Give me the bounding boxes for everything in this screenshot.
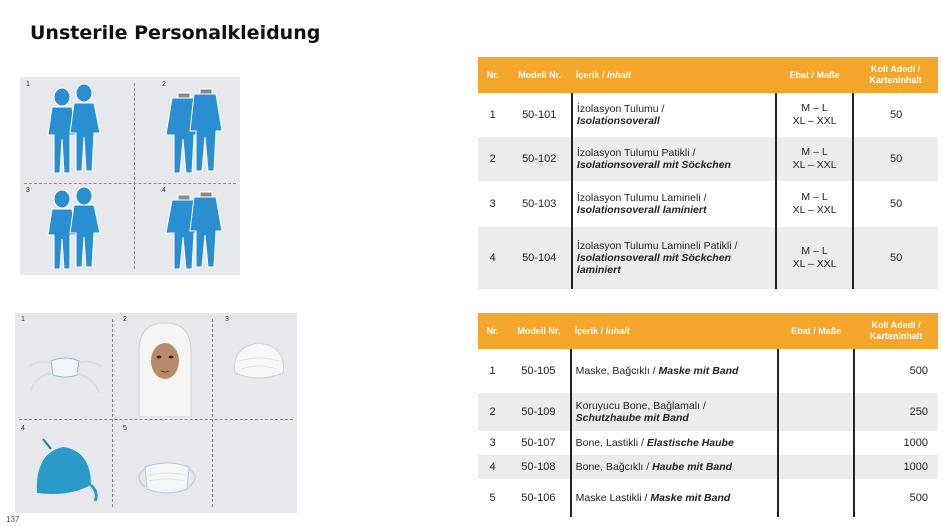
overalls-image-panel xyxy=(20,77,240,275)
face-mask-elastic-icon xyxy=(127,453,207,503)
table-row: 4 50-108 Bone, Bağcıklı / Haube mit Band 1000 xyxy=(478,455,938,479)
page-title: Unsterile Personalkleidung xyxy=(30,22,321,44)
overalls-table xyxy=(478,57,938,289)
header-nr: Nr. xyxy=(478,57,507,93)
header-ebat: Ebat / Maße xyxy=(778,313,854,349)
headwear-image-panel xyxy=(15,313,297,513)
cell-number: 4 xyxy=(21,425,25,432)
face-mask-ties-icon xyxy=(25,343,105,403)
page-number: 137 xyxy=(6,515,20,524)
table-row: 1 50-105 Maske, Bağcıklı / Maske mit Band 500 xyxy=(478,349,938,393)
cell-number: 4 xyxy=(162,187,166,194)
table-header-row xyxy=(478,313,938,349)
table-row: 4 50-104 İzolasyon Tulumu Lamineli Patikli / Isolationsoverall mit Söckchen laminiert M – L XL – XXL 50 xyxy=(478,227,938,289)
two-collared-overalls-icon xyxy=(160,83,230,179)
header-koli: Koli Adedi / Karteninhalt xyxy=(854,313,938,349)
header-model: Modell Nr. xyxy=(507,313,570,349)
header-desc: İçerik / Inhalt xyxy=(572,57,776,93)
cell-number: 2 xyxy=(162,81,166,88)
protective-hood-icon xyxy=(133,321,197,417)
header-koli: Koli Adedi / Karteninhalt xyxy=(853,57,938,93)
table-header-row xyxy=(478,57,938,93)
cell-number: 2 xyxy=(123,316,127,323)
elastic-cap-icon xyxy=(227,333,291,393)
headwear-table xyxy=(478,313,938,517)
table-row: 2 50-102 İzolasyon Tulumu Patikli / Isolationsoverall mit Söckchen M – L XL – XXL 50 xyxy=(478,137,938,181)
table-row: 3 50-103 İzolasyon Tulumu Lamineli / Isolationsoverall laminiert M – L XL – XXL 50 xyxy=(478,181,938,227)
cap-with-band-icon xyxy=(29,433,99,503)
two-hooded-overalls-icon xyxy=(40,83,110,179)
two-collared-overalls-laminated-icon xyxy=(160,187,230,273)
header-desc: İçerik / Inhalt xyxy=(571,313,779,349)
header-model: Modell Nr. xyxy=(507,57,571,93)
header-ebat: Ebat / Maße xyxy=(776,57,853,93)
two-hooded-overalls-laminated-icon xyxy=(40,187,110,273)
table-row: 5 50-106 Maske Lastikli / Maske mit Band 500 xyxy=(478,479,938,517)
cell-number: 1 xyxy=(26,81,30,88)
header-nr: Nr. xyxy=(478,313,507,349)
cell-number: 5 xyxy=(123,425,127,432)
cell-number: 1 xyxy=(21,316,25,323)
table-row: 1 50-101 İzolasyon Tulumu / Isolationsoverall M – L XL – XXL 50 xyxy=(478,93,938,137)
table-row: 2 50-109 Koruyucu Bone, Bağlamalı / Schutzhaube mit Band 250 xyxy=(478,393,938,431)
cell-number: 3 xyxy=(26,187,30,194)
table-row: 3 50-107 Bone, Lastikli / Elastische Haube 1000 xyxy=(478,431,938,455)
cell-number: 3 xyxy=(225,316,229,323)
